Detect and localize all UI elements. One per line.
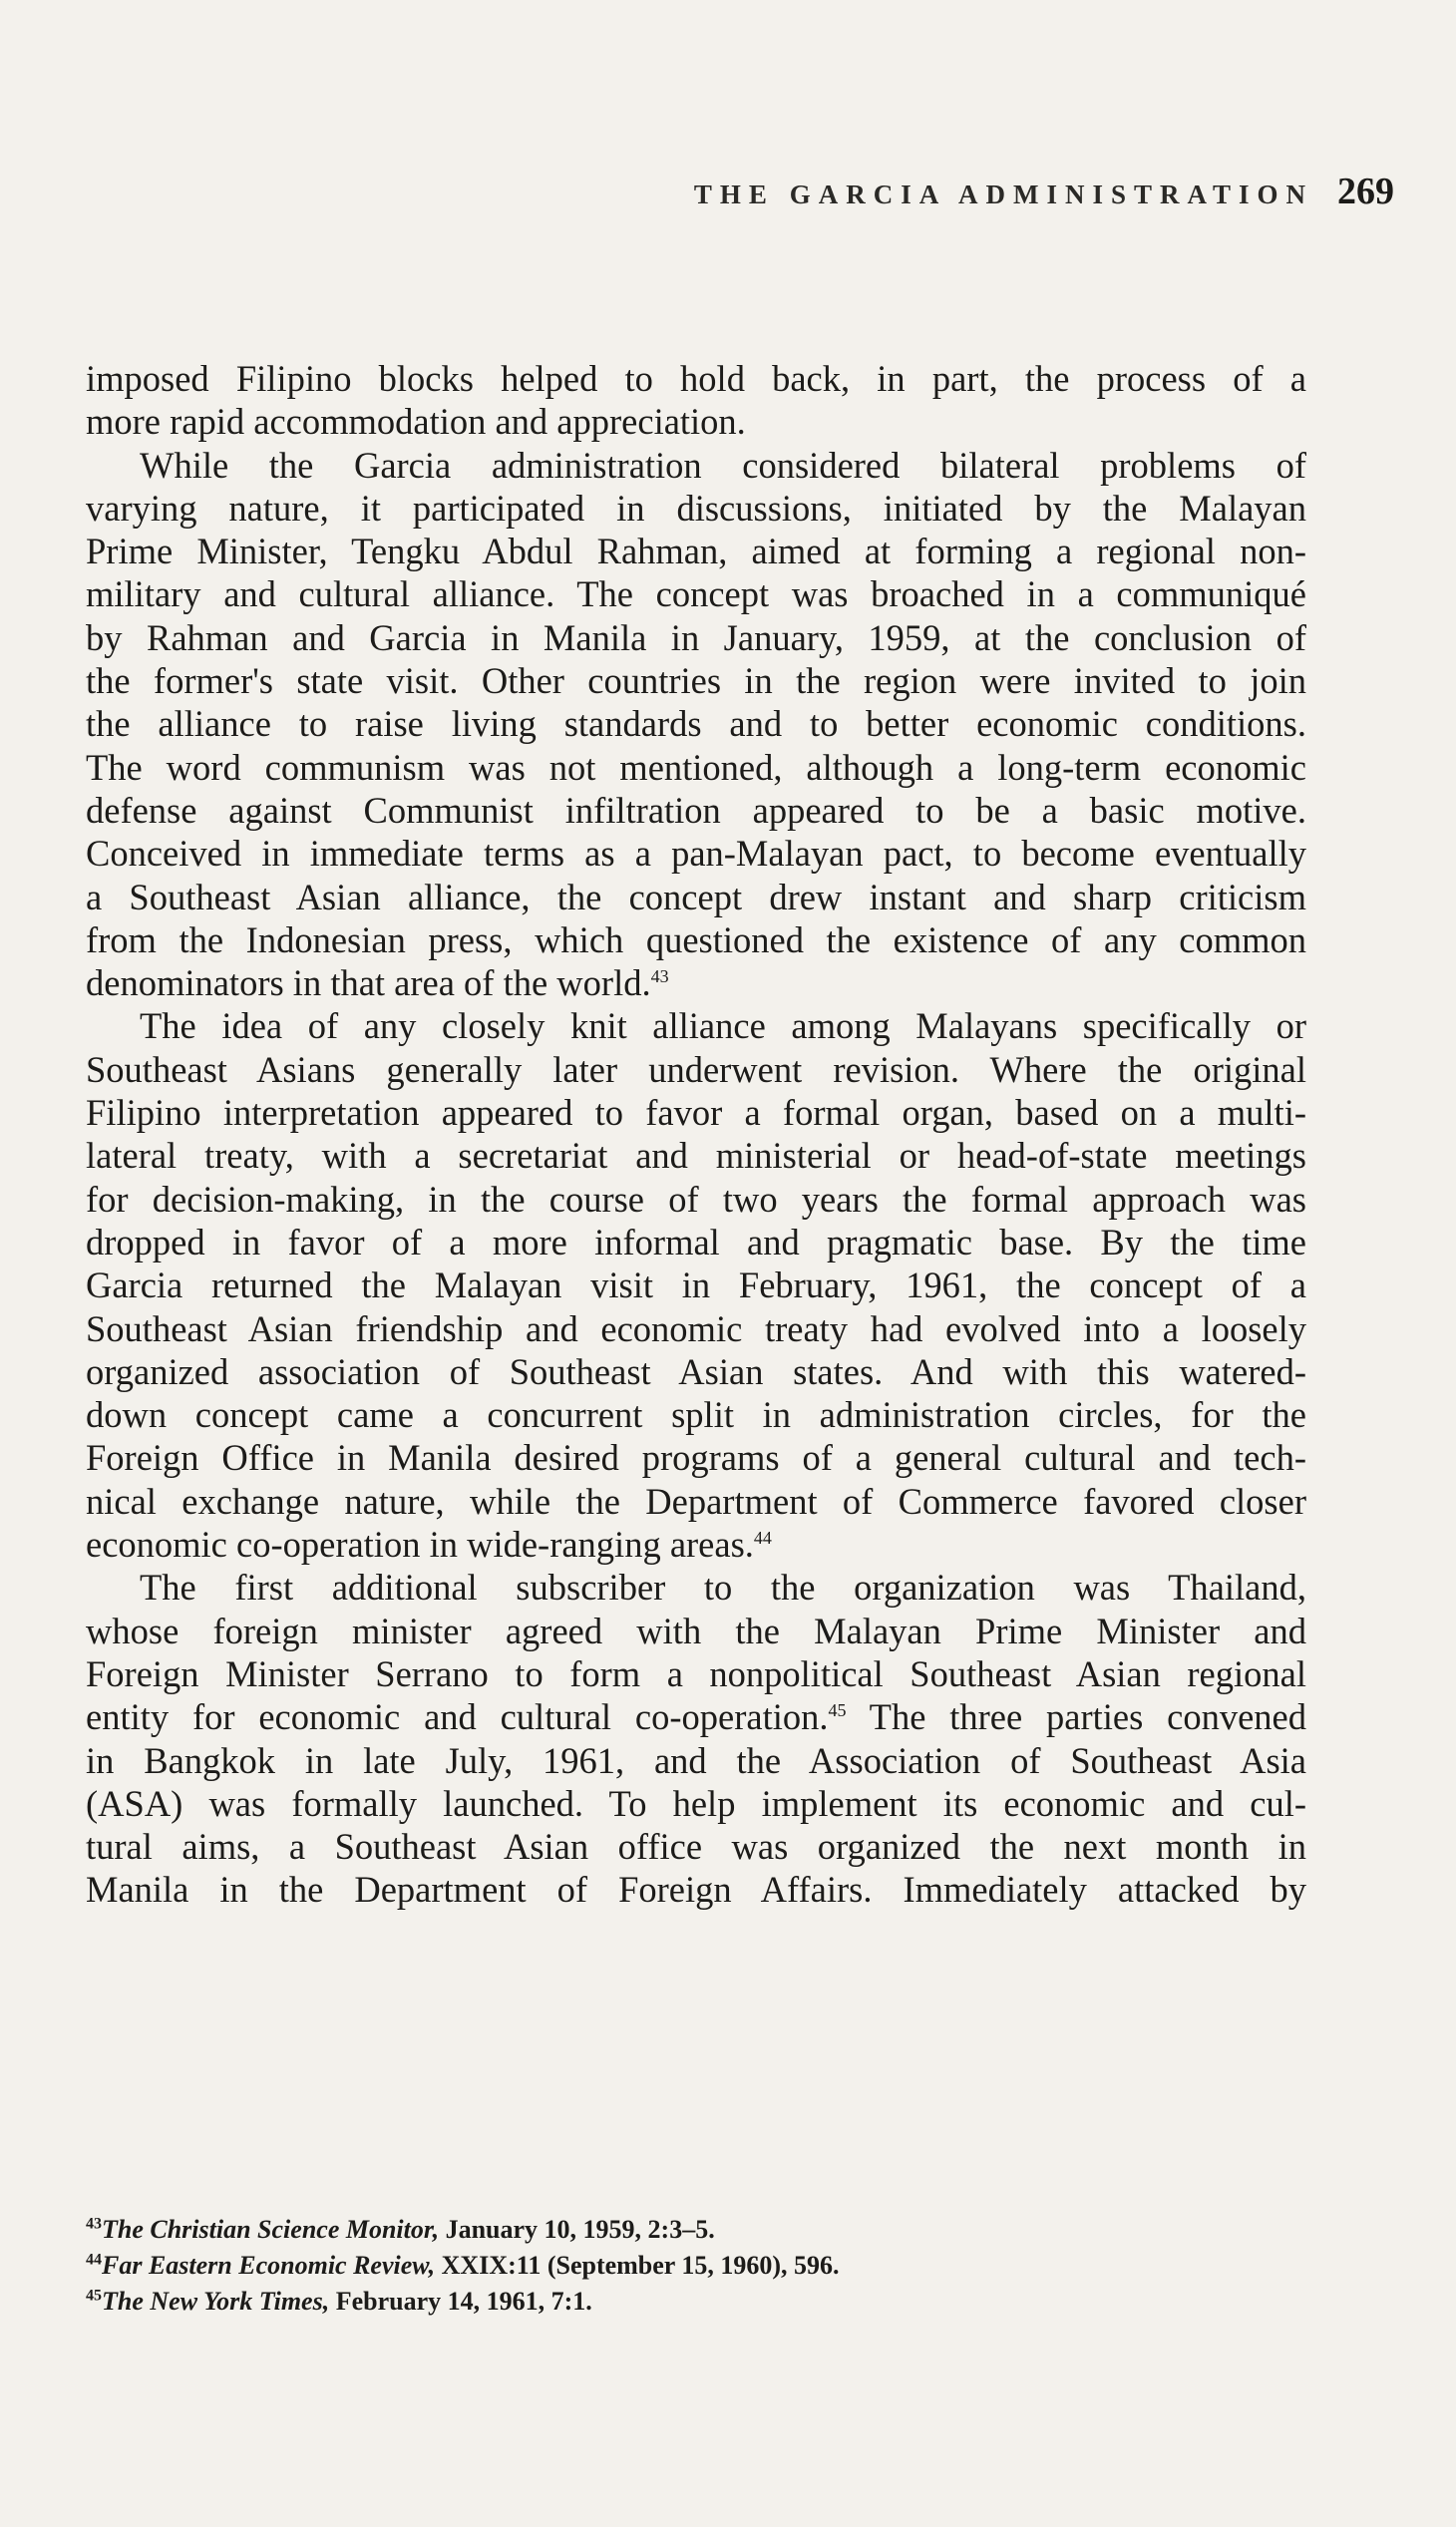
text-line [86, 1695, 1306, 1738]
text-line: dropped in favor of a more informal and pragmatic base. By the time [86, 1221, 1306, 1263]
text-line: Garcia returned the Malayan visit in February, 1961, the concept of a [86, 1264, 1306, 1306]
footnote-mark: 44 [86, 2251, 102, 2269]
text-line: for decision-making, in the course of two years the formal approach was [86, 1178, 1306, 1220]
page-number: 269 [1337, 171, 1394, 212]
text-line: varying nature, it participated in discussions, initiated by the Malayan [86, 487, 1306, 529]
text-line: whose foreign minister agreed with the Malayan Prime Minister and [86, 1610, 1306, 1651]
text-line [86, 961, 1306, 1004]
text-line: defense against Communist infiltration appeared to be a basic motive. [86, 789, 1306, 831]
text-line: military and cultural alliance. The concept was broached in a communiqué [86, 573, 1306, 615]
text-line: imposed Filipino blocks helped to hold back, in part, the process of a [86, 358, 1306, 399]
text-line: Foreign Minister Serrano to form a nonpolitical Southeast Asian regional [86, 1652, 1306, 1694]
text-line-content: The three parties convened [846, 1696, 1306, 1738]
text-line [86, 1523, 1306, 1566]
text-line-content: entity for economic and cultural co-operation. [86, 1696, 829, 1738]
footnote-citation: XXIX:11 (September 15, 1960), 596. [435, 2251, 840, 2280]
text-line: tural aims, a Southeast Asian office was organized the next month in [86, 1826, 1306, 1868]
text-line: from the Indonesian press, which questioned the existence of any common [86, 918, 1306, 960]
text-line-content: denominators in that area of the world. [86, 962, 651, 1004]
footnote-ref-45: 45 [828, 1700, 847, 1721]
footnotes [86, 2212, 1083, 2320]
text-line: organized association of Southeast Asian states. And with this watered- [86, 1350, 1306, 1392]
text-line: the alliance to raise living standards and to better economic conditions. [86, 703, 1306, 745]
text-line: The first additional subscriber to the organization was Thailand, [140, 1567, 1306, 1609]
running-title: THE GARCIA ADMINISTRATION [693, 180, 1313, 209]
footnote-citation: January 10, 1959, 2:3–5. [439, 2215, 715, 2244]
text-line: down concept came a concurrent split in administration circles, for the [86, 1394, 1306, 1436]
text-line: While the Garcia administration considered bilateral problems of [140, 444, 1306, 486]
footnote-ref-43: 43 [650, 966, 669, 986]
text-line: Foreign Office in Manila desired programs of a general cultural and tech- [86, 1437, 1306, 1479]
text-line: Southeast Asian friendship and economic treaty had evolved into a loosely [86, 1307, 1306, 1349]
footnote-source-title: The New York Times, [102, 2287, 330, 2316]
text-line: Prime Minister, Tengku Abdul Rahman, aimed at forming a regional non- [86, 531, 1306, 572]
footnote-45 [86, 2284, 1083, 2320]
text-line: The word communism was not mentioned, although a long-term economic [86, 746, 1306, 788]
text-line: Southeast Asians generally later underwent revision. Where the original [86, 1048, 1306, 1090]
text-line: The idea of any closely knit alliance among Malayans specifically or [140, 1005, 1306, 1047]
text-line: Filipino interpretation appeared to favor a formal organ, based on a multi- [86, 1092, 1306, 1134]
text-line: in Bangkok in late July, 1961, and the Association of Southeast Asia [86, 1739, 1306, 1781]
footnote-mark: 43 [86, 2215, 102, 2233]
footnote-43 [86, 2212, 1083, 2248]
footnote-source-title: The Christian Science Monitor, [102, 2215, 440, 2244]
footnote-44 [86, 2248, 1083, 2284]
text-line-content: economic co-operation in wide-ranging areas. [86, 1524, 754, 1566]
text-line: Manila in the Department of Foreign Affairs. Immediately attacked by [86, 1869, 1306, 1911]
body-text [86, 357, 1306, 1912]
text-line: a Southeast Asian alliance, the concept drew instant and sharp criticism [86, 876, 1306, 917]
text-line: the former's state visit. Other countries in the region were invited to join [86, 660, 1306, 702]
running-header [598, 170, 1394, 213]
text-line: nical exchange nature, while the Department of Commerce favored closer [86, 1480, 1306, 1522]
footnote-mark: 45 [86, 2287, 102, 2305]
footnote-citation: February 14, 1961, 7:1. [329, 2287, 592, 2316]
text-line: Conceived in immediate terms as a pan-Malayan pact, to become eventually [86, 833, 1306, 875]
text-line: lateral treaty, with a secretariat and ministerial or head-of-state meetings [86, 1135, 1306, 1177]
text-line: (ASA) was formally launched. To help implement its economic and cul- [86, 1782, 1306, 1824]
footnote-ref-44: 44 [753, 1527, 772, 1548]
text-line: by Rahman and Garcia in Manila in January, 1959, at the conclusion of [86, 616, 1306, 658]
footnote-source-title: Far Eastern Economic Review, [102, 2251, 436, 2280]
text-line: more rapid accommodation and appreciation. [86, 401, 746, 443]
